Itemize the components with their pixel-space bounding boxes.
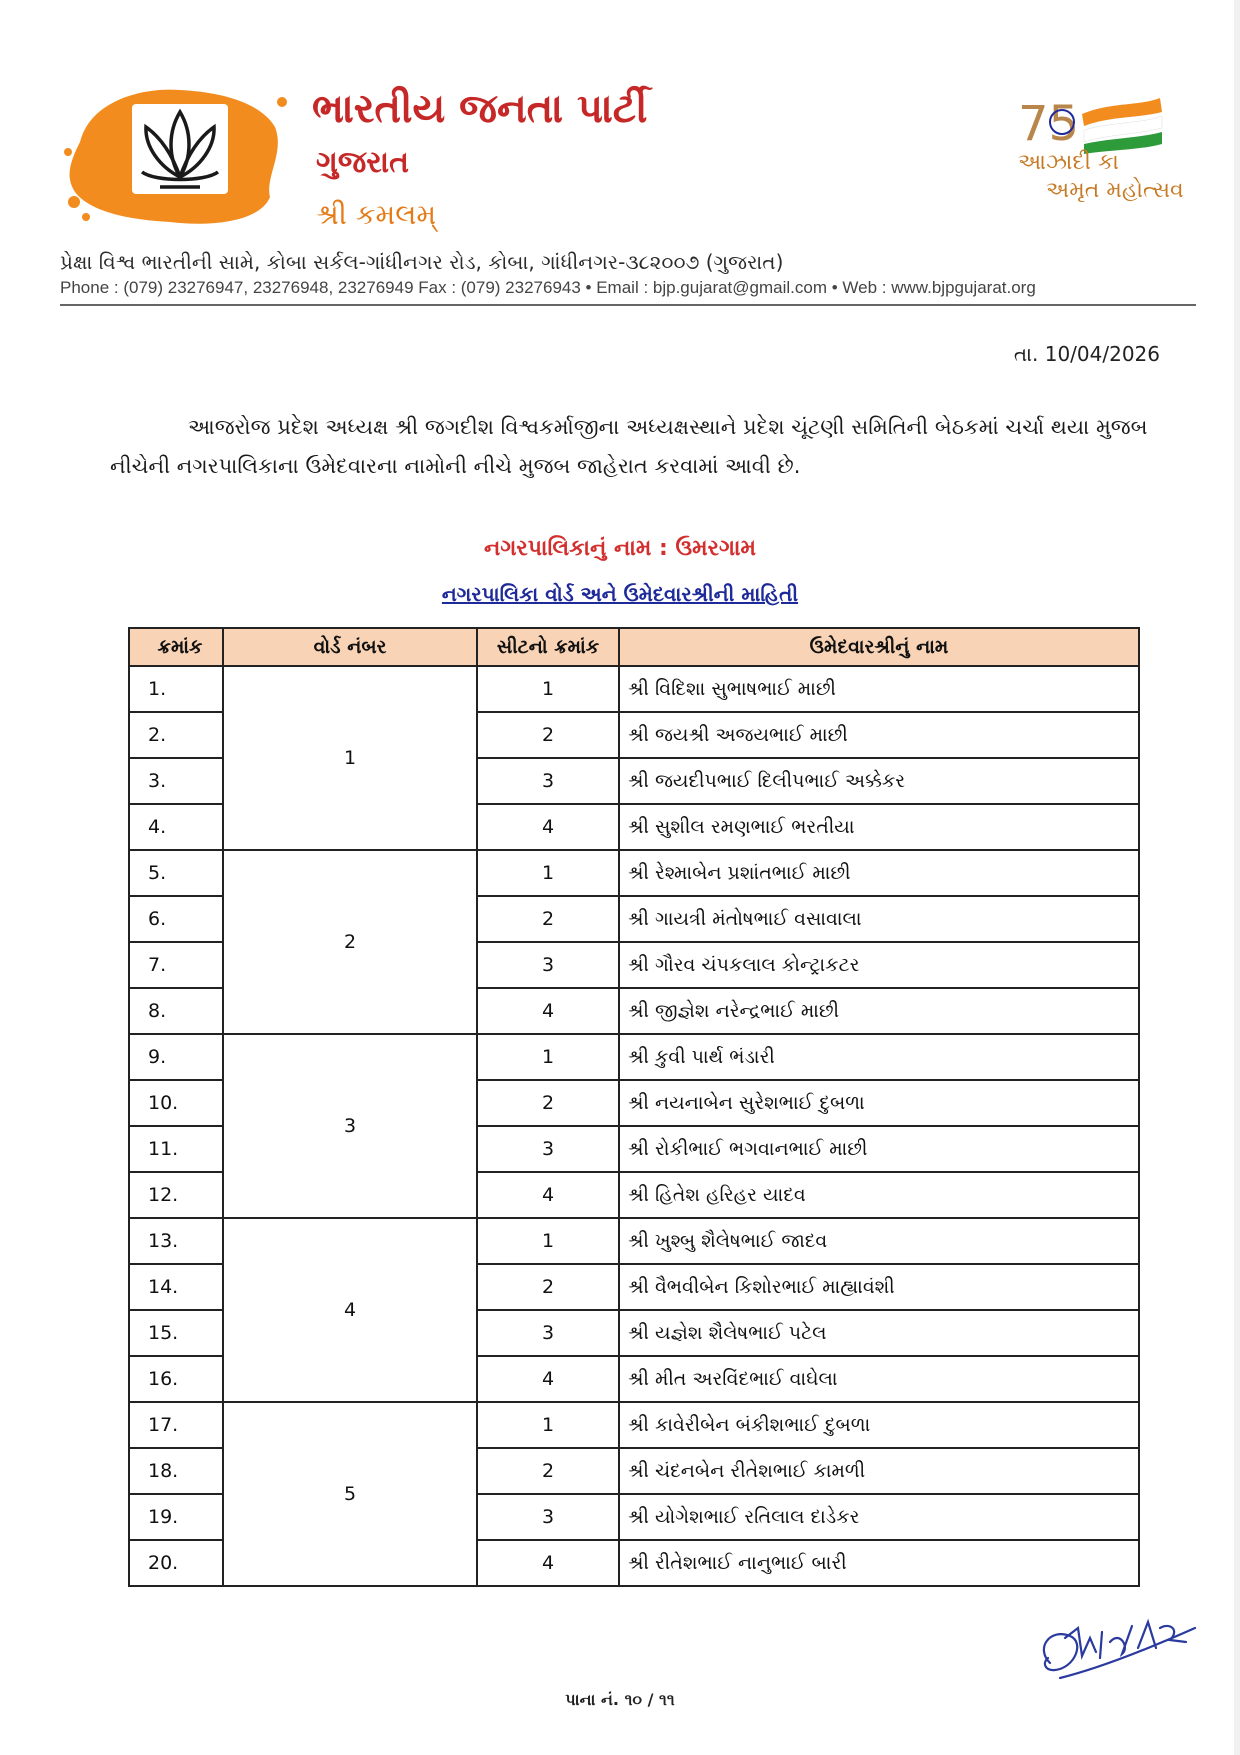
seat-cell: 4: [477, 804, 619, 850]
serial-cell: 1.: [129, 666, 223, 712]
serial-cell: 5.: [129, 850, 223, 896]
page-number: પાના નં. ૧૦ / ૧૧: [565, 1690, 675, 1709]
candidate-name-cell: શ્રી જયશ્રી અજયભાઈ માછી: [619, 712, 1139, 758]
candidate-name-cell: શ્રી રેશ્માબેન પ્રશાંતભાઈ માછી: [619, 850, 1139, 896]
municipality-subtitle: નગરપાલિકા વોર્ડ અને ઉમેદવારશ્રીની માહિતી: [441, 582, 799, 606]
seat-cell: 2: [477, 1080, 619, 1126]
seat-cell: 4: [477, 1172, 619, 1218]
azadi-line-2: અમૃત મહોત્સવ: [1046, 178, 1184, 203]
seat-cell: 1: [477, 1402, 619, 1448]
table-row: [129, 666, 1139, 712]
header-serial: ક્રમાંક: [129, 628, 223, 666]
seat-cell: 1: [477, 1034, 619, 1080]
contact-line: Phone : (079) 23276947, 23276948, 23276949 Fax : (079) 23276943 • Email : bjp.gujarat@gmail.com • Web : www.bjpgujarat.org: [60, 278, 1036, 297]
svg-text:75: 75: [1018, 96, 1080, 152]
serial-cell: 15.: [129, 1310, 223, 1356]
serial-cell: 6.: [129, 896, 223, 942]
serial-cell: 2.: [129, 712, 223, 758]
candidate-name-cell: શ્રી વૈભવીબેન કિશોરભાઈ માહ્યાવંશી: [619, 1264, 1139, 1310]
serial-cell: 12.: [129, 1172, 223, 1218]
candidates-table: [128, 627, 1140, 1587]
ward-cell: 4: [223, 1218, 477, 1402]
serial-cell: 16.: [129, 1356, 223, 1402]
header-ward: વોર્ડ નંબર: [223, 628, 477, 666]
candidate-name-cell: શ્રી વિદિશા સુભાષભાઈ માછી: [619, 666, 1139, 712]
seat-cell: 3: [477, 942, 619, 988]
bjp-lotus-logo-icon: [60, 82, 290, 232]
candidate-name-cell: શ્રી ગૌરવ ચંપકલાલ કોન્ટ્રાકટર: [619, 942, 1139, 988]
party-state: ગુજરાત: [316, 145, 410, 180]
seat-cell: 2: [477, 1264, 619, 1310]
municipality-title: નગરપાલિકાનું નામ : ઉમરગામ: [483, 536, 757, 561]
intro-text: આજરોજ પ્રદેશ અધ્યક્ષ શ્રી જગદીશ વિશ્વકર્માજીના અધ્યક્ષસ્થાને પ્રદેશ ચૂંટણી સમિતિની બેઠકમાં ચર્ચા થયા મુજબ નીચેની નગરપાલિકાના ઉમેદવારના નામોની નીચે મુજબ જાહેરાત કરવામાં આવી છે.: [110, 415, 1148, 478]
serial-cell: 11.: [129, 1126, 223, 1172]
table-row: [129, 1034, 1139, 1080]
seat-cell: 2: [477, 896, 619, 942]
seat-cell: 2: [477, 1448, 619, 1494]
table-row: [129, 850, 1139, 896]
serial-cell: 7.: [129, 942, 223, 988]
party-office: શ્રી કમલમ્: [316, 198, 437, 231]
seat-cell: 1: [477, 850, 619, 896]
ward-cell: 5: [223, 1402, 477, 1586]
seat-cell: 2: [477, 712, 619, 758]
candidate-name-cell: શ્રી હિતેશ હરિહર યાદવ: [619, 1172, 1139, 1218]
candidate-name-cell: શ્રી કાવેરીબેન બંકીશભાઈ દુબળા: [619, 1402, 1139, 1448]
candidate-name-cell: શ્રી યજ્ઞેશ શૈલેષભાઈ પટેલ: [619, 1310, 1139, 1356]
seat-cell: 3: [477, 1126, 619, 1172]
serial-cell: 9.: [129, 1034, 223, 1080]
serial-cell: 13.: [129, 1218, 223, 1264]
candidate-name-cell: શ્રી નયનાબેન સુરેશભાઈ દુબળા: [619, 1080, 1139, 1126]
candidate-name-cell: શ્રી યોગેશભાઈ રતિલાલ દાડેકર: [619, 1494, 1139, 1540]
party-title: ભારતીય જનતા પાર્ટી: [312, 86, 648, 132]
seat-cell: 1: [477, 666, 619, 712]
handwritten-signature-icon: [1030, 1608, 1210, 1688]
seat-cell: 3: [477, 758, 619, 804]
ward-cell: 2: [223, 850, 477, 1034]
seat-cell: 3: [477, 1310, 619, 1356]
serial-cell: 4.: [129, 804, 223, 850]
serial-cell: 20.: [129, 1540, 223, 1586]
seat-cell: 1: [477, 1218, 619, 1264]
ward-cell: 1: [223, 666, 477, 850]
azadi-line-1: આઝાદી કા: [1018, 150, 1119, 175]
office-address: પ્રેક્ષા વિશ્વ ભારતીની સામે, કોબા સર્કલ-ગાંધીનગર રોડ, કોબા, ગાંધીનગર-૩૮૨૦૦૭ (ગુજરાત): [60, 250, 784, 274]
serial-cell: 18.: [129, 1448, 223, 1494]
candidate-name-cell: શ્રી ગાયત્રી મંતોષભાઈ વસાવાલા: [619, 896, 1139, 942]
candidate-name-cell: શ્રી સુશીલ રમણભાઈ ભરતીયા: [619, 804, 1139, 850]
table-body: [129, 666, 1139, 1586]
table-row: [129, 1218, 1139, 1264]
intro-paragraph: [110, 408, 1160, 486]
candidate-name-cell: શ્રી જીજ્ઞેશ નરેન્દ્રભાઈ માછી: [619, 988, 1139, 1034]
table-header-row: [129, 628, 1139, 666]
serial-cell: 14.: [129, 1264, 223, 1310]
header-candidate-name: ઉમેદવારશ્રીનું નામ: [619, 628, 1139, 666]
candidate-name-cell: શ્રી ખુશ્બુ શૈલેષભાઈ જાદવ: [619, 1218, 1139, 1264]
seat-cell: 4: [477, 988, 619, 1034]
candidate-name-cell: શ્રી ચંદનબેન રીતેશભાઈ કામળી: [619, 1448, 1139, 1494]
candidate-name-cell: શ્રી રોકીભાઈ ભગવાનભાઈ માછી: [619, 1126, 1139, 1172]
table-row: [129, 1402, 1139, 1448]
candidate-name-cell: શ્રી રીતેશભાઈ નાનુભાઈ બારી: [619, 1540, 1139, 1586]
ward-cell: 3: [223, 1034, 477, 1218]
candidate-name-cell: શ્રી કુવી પાર્થ ભંડારી: [619, 1034, 1139, 1080]
serial-cell: 8.: [129, 988, 223, 1034]
candidate-name-cell: શ્રી જયદીપભાઈ દિલીપભાઈ અક્કેકર: [619, 758, 1139, 804]
document-date: તા. 10/04/2026: [1013, 342, 1160, 366]
serial-cell: 3.: [129, 758, 223, 804]
candidate-name-cell: શ્રી મીત અરવિંદભાઈ વાઘેલા: [619, 1356, 1139, 1402]
seat-cell: 3: [477, 1494, 619, 1540]
header-seat: સીટનો ક્રમાંક: [477, 628, 619, 666]
seat-cell: 4: [477, 1540, 619, 1586]
serial-cell: 17.: [129, 1402, 223, 1448]
seat-cell: 4: [477, 1356, 619, 1402]
serial-cell: 10.: [129, 1080, 223, 1126]
header-divider: [60, 304, 1196, 306]
serial-cell: 19.: [129, 1494, 223, 1540]
